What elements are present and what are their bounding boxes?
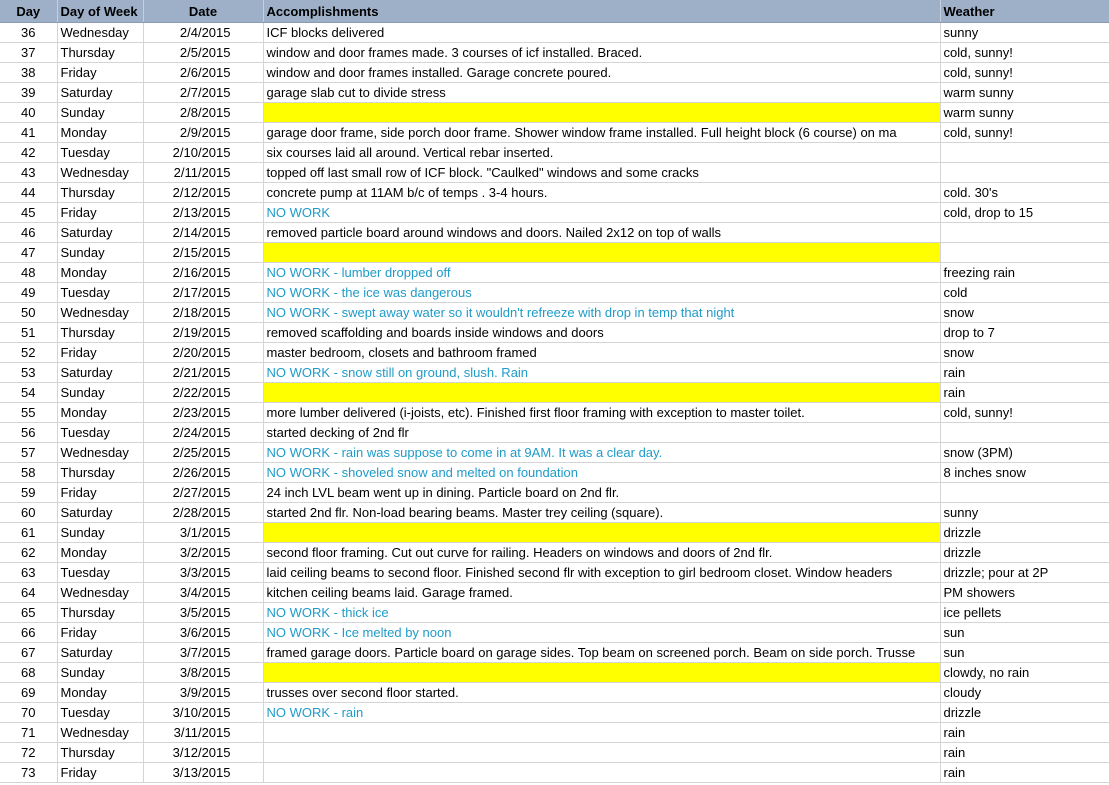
cell-accomplishments[interactable]: topped off last small row of ICF block. "Caulked" windows and some cracks — [263, 163, 940, 183]
cell-day[interactable]: 42 — [0, 143, 57, 163]
cell-day-of-week[interactable]: Saturday — [57, 363, 143, 383]
table-row — [0, 463, 1109, 483]
table-row — [0, 403, 1109, 423]
cell-day-of-week[interactable]: Friday — [57, 343, 143, 363]
cell-day[interactable]: 57 — [0, 443, 57, 463]
table-row — [0, 223, 1109, 243]
table-row — [0, 703, 1109, 723]
cell-day-of-week[interactable]: Sunday — [57, 103, 143, 123]
table-row — [0, 323, 1109, 343]
cell-day[interactable]: 38 — [0, 63, 57, 83]
cell-accomplishments[interactable]: NO WORK - swept away water so it wouldn't refreeze with drop in temp that night — [263, 303, 940, 323]
cell-weather[interactable]: sun — [940, 643, 1109, 663]
table-row — [0, 483, 1109, 503]
cell-weather[interactable]: cold, sunny! — [940, 403, 1109, 423]
cell-date[interactable]: 3/4/2015 — [143, 583, 263, 603]
cell-weather[interactable]: cold. 30's — [940, 183, 1109, 203]
cell-accomplishments[interactable]: concrete pump at 11AM b/c of temps . 3-4 hours. — [263, 183, 940, 203]
cell-day-of-week[interactable]: Wednesday — [57, 23, 143, 43]
cell-day-of-week[interactable]: Monday — [57, 263, 143, 283]
cell-day[interactable]: 54 — [0, 383, 57, 403]
cell-date[interactable]: 2/6/2015 — [143, 63, 263, 83]
cell-day[interactable]: 55 — [0, 403, 57, 423]
table-row — [0, 103, 1109, 123]
table-row — [0, 183, 1109, 203]
cell-accomplishments[interactable] — [263, 763, 940, 783]
cell-accomplishments[interactable]: started 2nd flr. Non-load bearing beams. Master trey ceiling (square). — [263, 503, 940, 523]
cell-weather[interactable]: freezing rain — [940, 263, 1109, 283]
cell-day[interactable]: 73 — [0, 763, 57, 783]
cell-accomplishments[interactable]: six courses laid all around. Vertical rebar inserted. — [263, 143, 940, 163]
cell-day[interactable]: 37 — [0, 43, 57, 63]
cell-day-of-week[interactable]: Tuesday — [57, 423, 143, 443]
cell-date[interactable]: 3/2/2015 — [143, 543, 263, 563]
cell-accomplishments[interactable]: NO WORK - Ice melted by noon — [263, 623, 940, 643]
cell-day-of-week[interactable]: Sunday — [57, 663, 143, 683]
cell-day-of-week[interactable]: Monday — [57, 123, 143, 143]
cell-weather[interactable]: sunny — [940, 503, 1109, 523]
cell-date[interactable]: 3/13/2015 — [143, 763, 263, 783]
table-row — [0, 503, 1109, 523]
cell-weather[interactable]: cold — [940, 283, 1109, 303]
cell-date[interactable]: 2/16/2015 — [143, 263, 263, 283]
cell-weather[interactable]: clowdy, no rain — [940, 663, 1109, 683]
cell-weather[interactable] — [940, 143, 1109, 163]
cell-date[interactable]: 2/21/2015 — [143, 363, 263, 383]
column-header-date[interactable]: Date — [143, 0, 263, 23]
cell-weather[interactable]: drizzle — [940, 543, 1109, 563]
cell-weather[interactable]: rain — [940, 743, 1109, 763]
cell-day[interactable]: 39 — [0, 83, 57, 103]
cell-weather[interactable]: cold, sunny! — [940, 43, 1109, 63]
cell-accomplishments[interactable] — [263, 723, 940, 743]
cell-date[interactable]: 3/10/2015 — [143, 703, 263, 723]
cell-day-of-week[interactable]: Tuesday — [57, 283, 143, 303]
cell-day[interactable]: 68 — [0, 663, 57, 683]
cell-weather[interactable]: drop to 7 — [940, 323, 1109, 343]
cell-weather[interactable]: rain — [940, 363, 1109, 383]
cell-day-of-week[interactable]: Tuesday — [57, 563, 143, 583]
cell-accomplishments[interactable] — [263, 663, 940, 683]
cell-accomplishments[interactable]: removed particle board around windows and doors. Nailed 2x12 on top of walls — [263, 223, 940, 243]
cell-day-of-week[interactable]: Friday — [57, 763, 143, 783]
cell-accomplishments[interactable]: NO WORK - thick ice — [263, 603, 940, 623]
cell-day-of-week[interactable]: Monday — [57, 543, 143, 563]
cell-day[interactable]: 62 — [0, 543, 57, 563]
cell-accomplishments[interactable] — [263, 523, 940, 543]
cell-date[interactable]: 2/26/2015 — [143, 463, 263, 483]
cell-accomplishments[interactable] — [263, 743, 940, 763]
cell-weather[interactable]: warm sunny — [940, 83, 1109, 103]
table-row — [0, 583, 1109, 603]
cell-accomplishments[interactable]: NO WORK - lumber dropped off — [263, 263, 940, 283]
cell-accomplishments[interactable]: kitchen ceiling beams laid. Garage framed. — [263, 583, 940, 603]
cell-day[interactable]: 51 — [0, 323, 57, 343]
cell-accomplishments[interactable]: window and door frames made. 3 courses of icf installed. Braced. — [263, 43, 940, 63]
table-row — [0, 363, 1109, 383]
column-header-weather[interactable]: Weather — [940, 0, 1109, 23]
table-row — [0, 763, 1109, 783]
cell-day-of-week[interactable]: Saturday — [57, 223, 143, 243]
cell-weather[interactable]: 8 inches snow — [940, 463, 1109, 483]
cell-day[interactable]: 65 — [0, 603, 57, 623]
cell-weather[interactable]: drizzle; pour at 2P — [940, 563, 1109, 583]
table-row — [0, 723, 1109, 743]
table-row — [0, 23, 1109, 43]
table-row — [0, 423, 1109, 443]
cell-day-of-week[interactable]: Wednesday — [57, 163, 143, 183]
cell-date[interactable]: 2/7/2015 — [143, 83, 263, 103]
cell-date[interactable]: 3/7/2015 — [143, 643, 263, 663]
cell-date[interactable]: 3/3/2015 — [143, 563, 263, 583]
cell-day-of-week[interactable]: Saturday — [57, 503, 143, 523]
cell-day-of-week[interactable]: Monday — [57, 403, 143, 423]
cell-day-of-week[interactable]: Thursday — [57, 463, 143, 483]
cell-weather[interactable] — [940, 243, 1109, 263]
cell-day-of-week[interactable]: Sunday — [57, 523, 143, 543]
cell-weather[interactable]: rain — [940, 383, 1109, 403]
cell-accomplishments[interactable]: 24 inch LVL beam went up in dining. Particle board on 2nd flr. — [263, 483, 940, 503]
cell-date[interactable]: 2/14/2015 — [143, 223, 263, 243]
cell-day-of-week[interactable]: Saturday — [57, 83, 143, 103]
cell-day[interactable]: 64 — [0, 583, 57, 603]
table-row — [0, 523, 1109, 543]
cell-day[interactable]: 44 — [0, 183, 57, 203]
cell-date[interactable]: 3/11/2015 — [143, 723, 263, 743]
cell-day-of-week[interactable]: Friday — [57, 483, 143, 503]
cell-day[interactable]: 50 — [0, 303, 57, 323]
cell-date[interactable]: 2/28/2015 — [143, 503, 263, 523]
cell-day[interactable]: 47 — [0, 243, 57, 263]
table-row — [0, 83, 1109, 103]
cell-day[interactable]: 53 — [0, 363, 57, 383]
cell-day[interactable]: 43 — [0, 163, 57, 183]
cell-weather[interactable]: drizzle — [940, 523, 1109, 543]
cell-accomplishments[interactable]: NO WORK — [263, 203, 940, 223]
cell-day[interactable]: 67 — [0, 643, 57, 663]
cell-day[interactable]: 48 — [0, 263, 57, 283]
table-row — [0, 243, 1109, 263]
cell-day[interactable]: 45 — [0, 203, 57, 223]
cell-weather[interactable] — [940, 423, 1109, 443]
cell-day-of-week[interactable]: Thursday — [57, 603, 143, 623]
cell-day-of-week[interactable]: Friday — [57, 63, 143, 83]
cell-day[interactable]: 60 — [0, 503, 57, 523]
cell-date[interactable]: 2/27/2015 — [143, 483, 263, 503]
cell-weather[interactable]: cold, drop to 15 — [940, 203, 1109, 223]
cell-date[interactable]: 3/5/2015 — [143, 603, 263, 623]
cell-date[interactable]: 3/12/2015 — [143, 743, 263, 763]
cell-accomplishments[interactable]: garage slab cut to divide stress — [263, 83, 940, 103]
cell-day-of-week[interactable]: Thursday — [57, 323, 143, 343]
cell-weather[interactable]: cold, sunny! — [940, 63, 1109, 83]
cell-weather[interactable]: rain — [940, 723, 1109, 743]
cell-date[interactable]: 2/9/2015 — [143, 123, 263, 143]
cell-weather[interactable]: snow (3PM) — [940, 443, 1109, 463]
cell-accomplishments[interactable]: framed garage doors. Particle board on garage sides. Top beam on screened porch. Beam on side porch. Trusse — [263, 643, 940, 663]
cell-date[interactable]: 2/22/2015 — [143, 383, 263, 403]
cell-accomplishments[interactable] — [263, 243, 940, 263]
cell-day-of-week[interactable]: Thursday — [57, 43, 143, 63]
cell-date[interactable]: 2/24/2015 — [143, 423, 263, 443]
cell-weather[interactable]: rain — [940, 763, 1109, 783]
table-row — [0, 623, 1109, 643]
table-row — [0, 343, 1109, 363]
cell-day[interactable]: 71 — [0, 723, 57, 743]
table-row — [0, 263, 1109, 283]
table-row — [0, 443, 1109, 463]
cell-date[interactable]: 2/23/2015 — [143, 403, 263, 423]
cell-weather[interactable]: cloudy — [940, 683, 1109, 703]
cell-accomplishments[interactable]: started decking of 2nd flr — [263, 423, 940, 443]
cell-day-of-week[interactable]: Thursday — [57, 743, 143, 763]
cell-weather[interactable] — [940, 223, 1109, 243]
cell-date[interactable]: 2/4/2015 — [143, 23, 263, 43]
table-row — [0, 283, 1109, 303]
cell-day[interactable]: 46 — [0, 223, 57, 243]
cell-accomplishments[interactable] — [263, 383, 940, 403]
cell-weather[interactable]: sun — [940, 623, 1109, 643]
cell-weather[interactable]: drizzle — [940, 703, 1109, 723]
cell-day-of-week[interactable]: Thursday — [57, 183, 143, 203]
cell-accomplishments[interactable]: NO WORK - snow still on ground, slush. Rain — [263, 363, 940, 383]
cell-date[interactable]: 2/19/2015 — [143, 323, 263, 343]
cell-date[interactable]: 2/11/2015 — [143, 163, 263, 183]
cell-weather[interactable]: warm sunny — [940, 103, 1109, 123]
table-row — [0, 603, 1109, 623]
cell-day[interactable]: 59 — [0, 483, 57, 503]
cell-weather[interactable]: cold, sunny! — [940, 123, 1109, 143]
column-header-accomplishments[interactable]: Accomplishments — [263, 0, 940, 23]
cell-day-of-week[interactable]: Sunday — [57, 383, 143, 403]
table-body — [0, 23, 1109, 783]
table-row — [0, 663, 1109, 683]
cell-day[interactable]: 56 — [0, 423, 57, 443]
cell-date[interactable]: 2/13/2015 — [143, 203, 263, 223]
cell-accomplishments[interactable] — [263, 103, 940, 123]
cell-day[interactable]: 66 — [0, 623, 57, 643]
cell-date[interactable]: 3/9/2015 — [143, 683, 263, 703]
cell-accomplishments[interactable]: master bedroom, closets and bathroom framed — [263, 343, 940, 363]
table-row — [0, 743, 1109, 763]
cell-day[interactable]: 72 — [0, 743, 57, 763]
cell-accomplishments[interactable]: NO WORK - shoveled snow and melted on foundation — [263, 463, 940, 483]
cell-accomplishments[interactable]: NO WORK - rain — [263, 703, 940, 723]
cell-weather[interactable]: snow — [940, 303, 1109, 323]
cell-day[interactable]: 49 — [0, 283, 57, 303]
cell-date[interactable]: 2/10/2015 — [143, 143, 263, 163]
cell-weather[interactable]: snow — [940, 343, 1109, 363]
table-row — [0, 683, 1109, 703]
cell-day-of-week[interactable]: Tuesday — [57, 143, 143, 163]
cell-day[interactable]: 36 — [0, 23, 57, 43]
cell-accomplishments[interactable]: laid ceiling beams to second floor. Finished second flr with exception to girl bedroom closet. Window headers — [263, 563, 940, 583]
cell-date[interactable]: 3/1/2015 — [143, 523, 263, 543]
table-row — [0, 543, 1109, 563]
cell-day-of-week[interactable]: Friday — [57, 623, 143, 643]
cell-day-of-week[interactable]: Sunday — [57, 243, 143, 263]
cell-date[interactable]: 2/18/2015 — [143, 303, 263, 323]
cell-date[interactable]: 2/5/2015 — [143, 43, 263, 63]
table-row — [0, 123, 1109, 143]
cell-accomplishments[interactable]: second floor framing. Cut out curve for railing. Headers on windows and doors of 2nd flr. — [263, 543, 940, 563]
cell-day-of-week[interactable]: Wednesday — [57, 583, 143, 603]
table-row — [0, 383, 1109, 403]
cell-weather[interactable]: ice pellets — [940, 603, 1109, 623]
cell-day-of-week[interactable]: Wednesday — [57, 303, 143, 323]
cell-date[interactable]: 3/6/2015 — [143, 623, 263, 643]
cell-accomplishments[interactable]: more lumber delivered (i-joists, etc). Finished first floor framing with exception to master toilet. — [263, 403, 940, 423]
cell-day[interactable]: 40 — [0, 103, 57, 123]
table-row — [0, 143, 1109, 163]
cell-accomplishments[interactable]: NO WORK - the ice was dangerous — [263, 283, 940, 303]
cell-weather[interactable]: PM showers — [940, 583, 1109, 603]
table-row — [0, 203, 1109, 223]
cell-date[interactable]: 2/20/2015 — [143, 343, 263, 363]
cell-day[interactable]: 61 — [0, 523, 57, 543]
cell-accomplishments[interactable]: trusses over second floor started. — [263, 683, 940, 703]
cell-accomplishments[interactable]: removed scaffolding and boards inside windows and doors — [263, 323, 940, 343]
cell-date[interactable]: 2/12/2015 — [143, 183, 263, 203]
cell-day-of-week[interactable]: Monday — [57, 683, 143, 703]
cell-day-of-week[interactable]: Wednesday — [57, 443, 143, 463]
cell-accomplishments[interactable]: NO WORK - rain was suppose to come in at 9AM. It was a clear day. — [263, 443, 940, 463]
cell-day-of-week[interactable]: Wednesday — [57, 723, 143, 743]
cell-weather[interactable] — [940, 483, 1109, 503]
cell-date[interactable]: 3/8/2015 — [143, 663, 263, 683]
column-header-day-of-week[interactable]: Day of Week — [57, 0, 143, 23]
cell-weather[interactable] — [940, 163, 1109, 183]
cell-day-of-week[interactable]: Saturday — [57, 643, 143, 663]
cell-day[interactable]: 69 — [0, 683, 57, 703]
cell-weather[interactable]: sunny — [940, 23, 1109, 43]
cell-date[interactable]: 2/8/2015 — [143, 103, 263, 123]
cell-day[interactable]: 52 — [0, 343, 57, 363]
cell-accomplishments[interactable]: ICF blocks delivered — [263, 23, 940, 43]
table-row — [0, 563, 1109, 583]
table-row — [0, 43, 1109, 63]
cell-date[interactable]: 2/17/2015 — [143, 283, 263, 303]
cell-accomplishments[interactable]: window and door frames installed. Garage concrete poured. — [263, 63, 940, 83]
table-row — [0, 303, 1109, 323]
table-row — [0, 163, 1109, 183]
table-row — [0, 643, 1109, 663]
cell-day-of-week[interactable]: Friday — [57, 203, 143, 223]
cell-date[interactable]: 2/15/2015 — [143, 243, 263, 263]
cell-day[interactable]: 58 — [0, 463, 57, 483]
cell-accomplishments[interactable]: garage door frame, side porch door frame. Shower window frame installed. Full height block (6 course) on ma — [263, 123, 940, 143]
cell-day-of-week[interactable]: Tuesday — [57, 703, 143, 723]
cell-date[interactable]: 2/25/2015 — [143, 443, 263, 463]
cell-day[interactable]: 63 — [0, 563, 57, 583]
header-row — [0, 0, 1109, 23]
cell-day[interactable]: 41 — [0, 123, 57, 143]
table-row — [0, 63, 1109, 83]
cell-day[interactable]: 70 — [0, 703, 57, 723]
column-header-day[interactable]: Day — [0, 0, 57, 23]
